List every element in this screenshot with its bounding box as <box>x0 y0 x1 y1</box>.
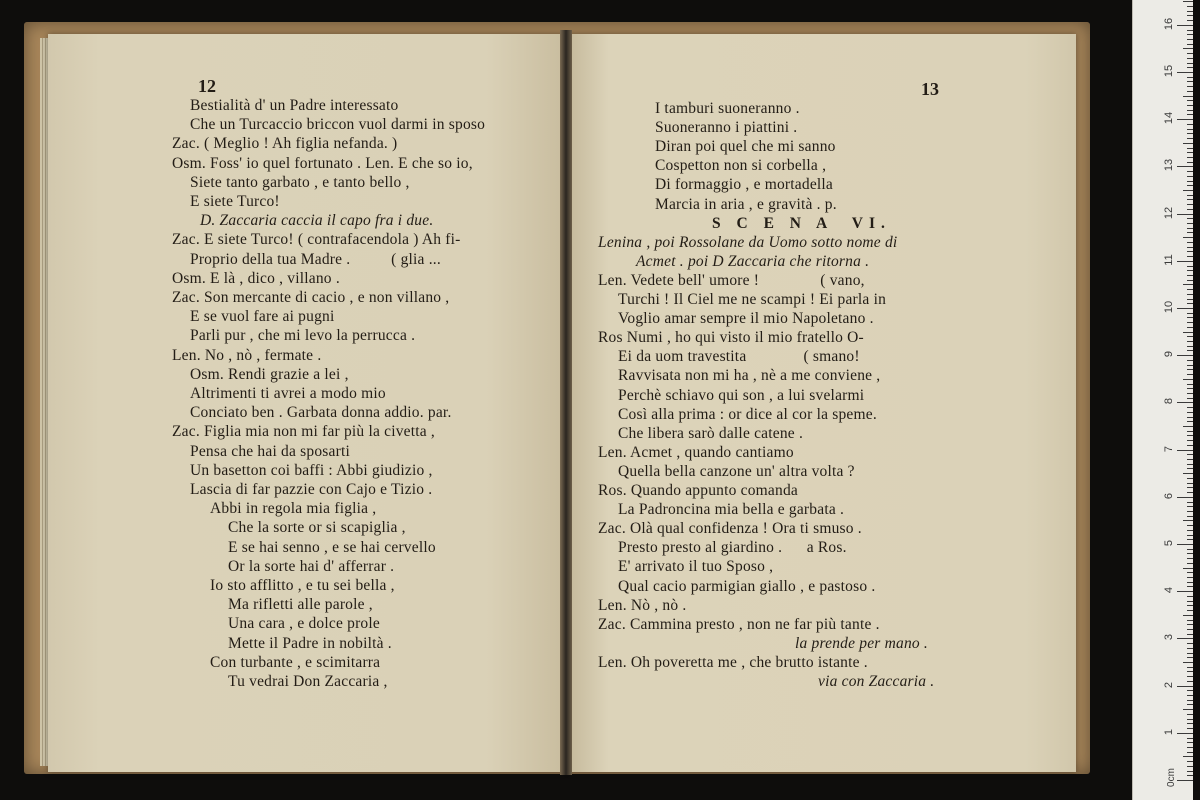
ruler-tick <box>1187 256 1193 257</box>
ruler-tick <box>1187 86 1193 87</box>
text-line: Una cara , e dolce prole <box>228 615 380 633</box>
ruler-tick <box>1183 662 1193 663</box>
text-line: Quella bella canzone un' altra volta ? <box>618 462 855 480</box>
ruler-tick <box>1187 294 1193 295</box>
ruler-tick <box>1183 473 1193 474</box>
ruler-tick <box>1187 775 1193 776</box>
ruler-tick <box>1187 719 1193 720</box>
ruler-tick <box>1187 704 1193 705</box>
ruler-tick <box>1183 96 1193 97</box>
text-line: E' arrivato il tuo Sposo , <box>618 558 774 576</box>
text-line: Len. Nò , nò . <box>598 596 687 614</box>
ruler-tick <box>1187 577 1193 578</box>
ruler-tick <box>1177 25 1193 26</box>
text-line: Zac. Figlia mia non mi far più la civetta , <box>172 423 435 441</box>
ruler-tick <box>1177 450 1193 451</box>
ruler-tick <box>1187 350 1193 351</box>
text-line: Osm. Foss' io quel fortunato . Len. E che so io, <box>172 154 473 172</box>
text-line: Diran poi quel che mi sanno <box>655 138 836 156</box>
ruler-tick <box>1187 67 1193 68</box>
ruler-tick <box>1187 91 1193 92</box>
ruler-tick <box>1187 138 1193 139</box>
ruler-tick <box>1183 615 1193 616</box>
ruler-tick <box>1187 610 1193 611</box>
ruler-tick <box>1187 440 1193 441</box>
ruler-tick <box>1187 407 1193 408</box>
ruler-tick <box>1187 374 1193 375</box>
text-line: Proprio della tua Madre . ( glia ... <box>190 250 441 268</box>
text-line: Len. Vedete bell' umore ! ( vano, <box>598 271 865 289</box>
ruler-tick <box>1187 459 1193 460</box>
ruler-number: 13 <box>1163 159 1175 172</box>
ruler-tick <box>1187 553 1193 554</box>
text-line: Abbi in regola mia figlia , <box>210 500 377 518</box>
ruler-tick <box>1187 148 1193 149</box>
ruler-tick <box>1177 497 1193 498</box>
text-line: Cospetton non si corbella , <box>655 157 827 175</box>
ruler-tick <box>1187 695 1193 696</box>
text-line: E se vuol fare ai pugni <box>190 308 335 326</box>
ruler-number: 11 <box>1163 254 1175 266</box>
ruler-number: 9 <box>1163 351 1175 358</box>
ruler-tick <box>1187 63 1193 64</box>
ruler-tick <box>1187 6 1193 7</box>
ruler-number: 1 <box>1163 728 1175 735</box>
ruler-tick <box>1187 114 1193 115</box>
text-line: Che libera sarò dalle catene . <box>618 424 804 442</box>
text-line: Len. Acmet , quando cantiamo <box>598 443 794 461</box>
ruler-tick <box>1187 199 1193 200</box>
ruler-tick <box>1187 11 1193 12</box>
ruler-tick <box>1187 417 1193 418</box>
ruler-tick <box>1183 48 1193 49</box>
stage-direction: Acmet . poi D Zaccaria che ritorna . <box>636 252 870 270</box>
ruler-tick <box>1187 478 1193 479</box>
ruler-tick <box>1187 714 1193 715</box>
ruler-number: 7 <box>1163 445 1175 452</box>
ruler-tick <box>1187 181 1193 182</box>
ruler-tick <box>1187 653 1193 654</box>
ruler-tick <box>1187 388 1193 389</box>
text-line: Zac. Olà qual confidenza ! Ora ti smuso . <box>598 520 862 538</box>
stage-direction: D. Zaccaria caccia il capo fra i due. <box>200 212 434 230</box>
ruler-tick <box>1187 752 1193 753</box>
ruler-tick <box>1187 384 1193 385</box>
ruler-tick <box>1187 270 1193 271</box>
text-line: Parli pur , che mi levo la perrucca . <box>190 327 416 345</box>
ruler-tick <box>1187 582 1193 583</box>
ruler-tick <box>1187 572 1193 573</box>
ruler-number: 4 <box>1163 587 1175 594</box>
text-line: Ei da uom travestita ( smano! <box>618 348 860 366</box>
text-line: Osm. Rendi grazie a lei , <box>190 365 349 383</box>
ruler-tick <box>1187 723 1193 724</box>
ruler-tick <box>1187 700 1193 701</box>
ruler-tick <box>1187 195 1193 196</box>
ruler-tick <box>1187 681 1193 682</box>
ruler-tick <box>1187 157 1193 158</box>
ruler-tick <box>1187 232 1193 233</box>
text-line: Altrimenti ti avrei a modo mio <box>190 385 386 402</box>
ruler-tick <box>1183 426 1193 427</box>
ruler-tick <box>1187 204 1193 205</box>
ruler-tick <box>1187 605 1193 606</box>
ruler-tick <box>1187 228 1193 229</box>
ruler-tick <box>1187 412 1193 413</box>
text-line: Len. Oh poveretta me , che brutto istante . <box>598 653 868 671</box>
ruler-tick <box>1187 369 1193 370</box>
text-line: E siete Turco! <box>190 193 280 210</box>
ruler-tick <box>1187 346 1193 347</box>
ruler-number: 8 <box>1163 398 1175 405</box>
ruler-tick <box>1187 487 1193 488</box>
ruler-tick <box>1187 761 1193 762</box>
text-line: Ravvisata non mi ha , nè a me conviene , <box>618 367 881 385</box>
stage-direction: la prende per mano . <box>795 634 929 652</box>
text-line: Perchè schiavo qui son , a lui svelarmi <box>618 386 865 404</box>
ruler-tick <box>1187 124 1193 125</box>
ruler-tick <box>1187 454 1193 455</box>
ruler-tick <box>1187 100 1193 101</box>
ruler-tick <box>1187 421 1193 422</box>
ruler-number: 15 <box>1163 64 1175 78</box>
ruler-tick <box>1187 266 1193 267</box>
text-line: Pensa che hai da sposarti <box>190 442 350 460</box>
ruler-tick <box>1187 525 1193 526</box>
ruler-number: 5 <box>1163 539 1175 547</box>
ruler-tick <box>1183 143 1193 144</box>
ruler-tick <box>1187 620 1193 621</box>
text-line: E se hai senno , e se hai cervello <box>228 538 436 556</box>
ruler-tick <box>1187 634 1193 635</box>
text-line: Len. No , nò , fermate . <box>172 346 322 364</box>
ruler-tick <box>1187 738 1193 739</box>
ruler-number: 12 <box>1163 206 1175 219</box>
ruler-tick <box>1187 535 1193 536</box>
ruler-tick <box>1187 445 1193 446</box>
ruler-tick <box>1187 105 1193 106</box>
ruler-tick <box>1187 676 1193 677</box>
ruler-tick <box>1187 129 1193 130</box>
ruler-tick <box>1177 544 1193 545</box>
ruler-number: 10 <box>1163 300 1175 314</box>
ruler-tick <box>1183 568 1193 569</box>
ruler-tick <box>1187 251 1193 252</box>
ruler-tick <box>1187 464 1193 465</box>
ruler-tick <box>1187 15 1193 16</box>
ruler-tick <box>1187 586 1193 587</box>
text-line: Qual cacio parmigian giallo , e pastoso . <box>618 577 876 595</box>
ruler-tick <box>1187 39 1193 40</box>
ruler-tick <box>1187 322 1193 323</box>
ruler-tick <box>1177 355 1193 356</box>
ruler-tick <box>1187 492 1193 493</box>
ruler-tick <box>1187 313 1193 314</box>
ruler-tick <box>1187 558 1193 559</box>
ruler-tick <box>1187 81 1193 82</box>
ruler-number: 14 <box>1163 112 1175 125</box>
text-line: Siete tanto garbato , e tanto bello , <box>190 173 410 191</box>
text-line: Io sto afflitto , e tu sei bella , <box>210 577 395 594</box>
ruler-tick <box>1183 237 1193 238</box>
ruler-tick <box>1187 506 1193 507</box>
ruler-tick <box>1187 690 1193 691</box>
ruler-tick <box>1187 657 1193 658</box>
ruler-tick <box>1187 483 1193 484</box>
text-line: Lascia di far pazzie con Cajo e Tizio . <box>190 481 433 498</box>
ruler-number: 6 <box>1163 492 1175 499</box>
text-line: Marcia in aria , e gravità . p. <box>655 195 837 213</box>
right-page-number: 13 <box>921 79 939 99</box>
ruler-tick <box>1187 563 1193 564</box>
text-line: Or la sorte hai d' afferrar . <box>228 557 395 575</box>
ruler-tick <box>1187 435 1193 436</box>
ruler-tick <box>1187 34 1193 35</box>
ruler-tick <box>1183 190 1193 191</box>
text-line: Di formaggio , e mortadella <box>655 176 833 194</box>
ruler-unit-label: 0cm <box>1166 768 1178 787</box>
ruler-tick <box>1187 280 1193 281</box>
text-line: Ma rifletti alle parole , <box>228 596 373 614</box>
text-line: Osm. E là , dico , villano . <box>172 269 340 287</box>
text-line: Così alla prima : or dice al cor la speme. <box>618 405 877 423</box>
ruler-tick <box>1187 629 1193 630</box>
text-line: La Padroncina mia bella e garbata . <box>618 501 845 519</box>
text-line: Tu vedrai Don Zaccaria , <box>228 673 388 690</box>
text-line: Che la sorte or si scapiglia , <box>228 519 406 537</box>
ruler-tick <box>1187 44 1193 45</box>
ruler-tick <box>1187 502 1193 503</box>
text-line: Presto presto al giardino . a Ros. <box>618 539 847 557</box>
left-page-number: 12 <box>198 76 216 96</box>
ruler-tick <box>1177 308 1193 309</box>
measurement-ruler <box>1132 0 1193 800</box>
ruler-tick <box>1187 766 1193 767</box>
ruler-tick <box>1183 379 1193 380</box>
ruler-tick <box>1187 53 1193 54</box>
ruler-tick <box>1183 1 1193 2</box>
ruler-tick <box>1177 166 1193 167</box>
text-line: Zac. ( Meglio ! Ah figlia nefanda. ) <box>172 135 398 153</box>
text-line: Zac. Son mercante di cacio , e non villano , <box>172 289 450 306</box>
ruler-tick <box>1187 289 1193 290</box>
ruler-tick <box>1177 214 1193 215</box>
ruler-tick <box>1187 671 1193 672</box>
ruler-tick <box>1187 317 1193 318</box>
ruler-tick <box>1187 327 1193 328</box>
stage-direction: via con Zaccaria . <box>818 673 935 690</box>
ruler-tick <box>1187 468 1193 469</box>
ruler-tick <box>1187 643 1193 644</box>
ruler-tick <box>1177 638 1193 639</box>
ruler-tick <box>1187 275 1193 276</box>
book-gutter <box>560 30 572 775</box>
ruler-tick <box>1187 336 1193 337</box>
text-line: Ros Numi , ho qui visto il mio fratello O- <box>598 329 864 347</box>
text-line: Turchi ! Il Ciel me ne scampi ! Ei parla in <box>618 291 887 308</box>
ruler-tick <box>1187 624 1193 625</box>
text-line: I tamburi suoneranno . <box>655 100 800 117</box>
ruler-tick <box>1177 591 1193 592</box>
ruler-tick <box>1187 549 1193 550</box>
ruler-tick <box>1187 742 1193 743</box>
ruler-tick <box>1177 119 1193 120</box>
ruler-tick <box>1187 223 1193 224</box>
ruler-tick <box>1177 72 1193 73</box>
ruler-tick <box>1187 771 1193 772</box>
ruler-tick <box>1187 431 1193 432</box>
ruler-tick <box>1187 110 1193 111</box>
scene-heading: S C E N A VI. <box>712 214 891 232</box>
ruler-tick <box>1183 709 1193 710</box>
ruler-tick <box>1187 398 1193 399</box>
ruler-tick <box>1187 601 1193 602</box>
ruler-tick <box>1187 511 1193 512</box>
ruler-tick <box>1177 402 1193 403</box>
text-line: Con turbante , e scimitarra <box>210 653 381 671</box>
ruler-tick <box>1187 516 1193 517</box>
ruler-tick <box>1187 648 1193 649</box>
ruler-tick <box>1187 530 1193 531</box>
ruler-number: 3 <box>1163 634 1175 641</box>
ruler-number: 16 <box>1163 17 1175 30</box>
ruler-tick <box>1187 133 1193 134</box>
ruler-tick <box>1187 360 1193 361</box>
text-line: Zac. Cammina presto , non ne far più tante . <box>598 615 880 633</box>
ruler-tick <box>1183 756 1193 757</box>
ruler-tick <box>1187 365 1193 366</box>
ruler-tick <box>1187 539 1193 540</box>
ruler-tick <box>1187 20 1193 21</box>
ruler-tick <box>1177 780 1193 781</box>
ruler-tick <box>1187 299 1193 300</box>
text-line: Un basetton coi baffi : Abbi giudizio , <box>190 461 433 479</box>
ruler-tick <box>1187 393 1193 394</box>
text-line: Che un Turcaccio briccon vuol darmi in sposo <box>190 116 486 134</box>
ruler-tick <box>1183 520 1193 521</box>
ruler-number: 2 <box>1163 681 1175 688</box>
ruler-tick <box>1177 686 1193 687</box>
ruler-tick <box>1177 261 1193 262</box>
ruler-tick <box>1183 284 1193 285</box>
text-line: Mette il Padre in nobiltà . <box>228 634 392 652</box>
ruler-tick <box>1187 303 1193 304</box>
ruler-tick <box>1187 218 1193 219</box>
text-line: Conciato ben . Garbata donna addio. par. <box>190 404 452 422</box>
ruler-tick <box>1187 30 1193 31</box>
ruler-tick <box>1187 747 1193 748</box>
ruler-tick <box>1183 332 1193 333</box>
ruler-tick <box>1187 176 1193 177</box>
text-line: Bestialità d' un Padre interessato <box>190 97 399 114</box>
ruler-tick <box>1187 667 1193 668</box>
ruler-tick <box>1187 728 1193 729</box>
ruler-tick <box>1187 341 1193 342</box>
ruler-tick <box>1187 242 1193 243</box>
ruler-tick <box>1187 247 1193 248</box>
ruler-tick <box>1187 162 1193 163</box>
text-line: Ros. Quando appunto comanda <box>598 482 798 499</box>
text-line: Voglio amar sempre il mio Napoletano . <box>618 310 874 328</box>
ruler-tick <box>1177 733 1193 734</box>
stage-direction: Lenina , poi Rossolane da Uomo sotto nome di <box>598 233 898 251</box>
ruler-tick <box>1187 152 1193 153</box>
ruler-tick <box>1187 58 1193 59</box>
ruler-tick <box>1187 596 1193 597</box>
text-line: Suoneranno i piattini . <box>655 119 798 137</box>
ruler-tick <box>1187 209 1193 210</box>
ruler-tick <box>1187 185 1193 186</box>
text-line: Zac. E siete Turco! ( contrafacendola ) Ah fi- <box>172 231 461 249</box>
ruler-tick <box>1187 77 1193 78</box>
ruler-tick <box>1187 171 1193 172</box>
